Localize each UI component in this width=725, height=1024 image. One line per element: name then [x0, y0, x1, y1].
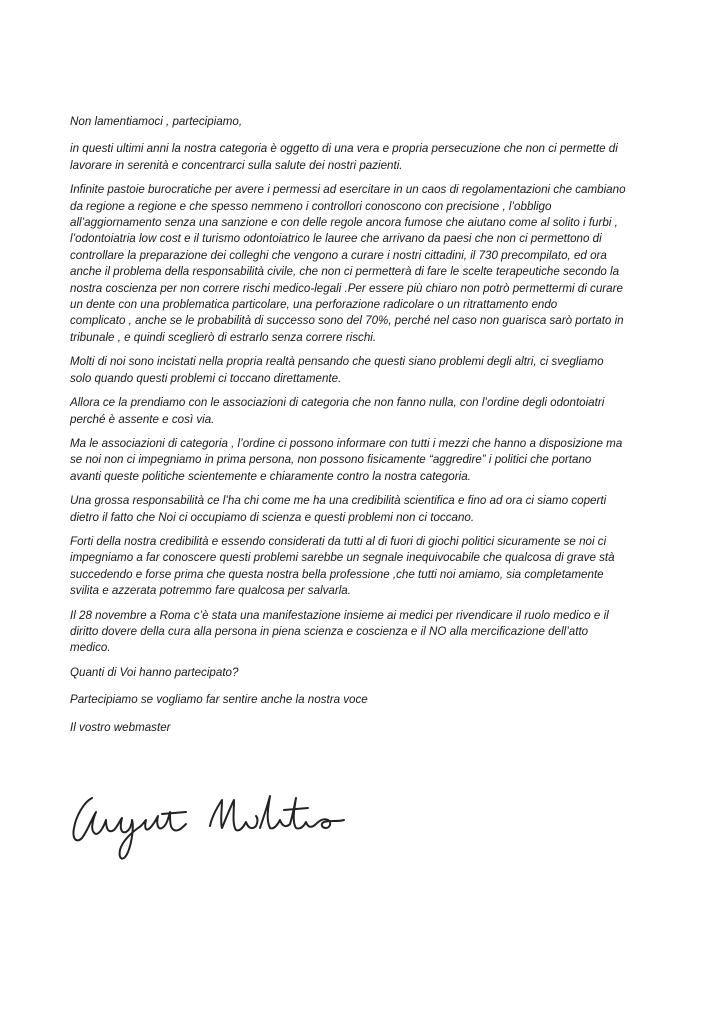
- letter-closing: Il vostro webmaster: [70, 720, 171, 734]
- handwritten-signature: [62, 786, 362, 866]
- paragraph-demonstration: Il 28 novembre a Roma c’è stata una manifestazione insieme ai medici per rivendicare il ruolo medico e il diritto dovere della cura alla persona in piena scienza e coscienza e il NO alla mercificazione dell’atto medico.: [70, 608, 609, 655]
- paragraph-associations: Allora ce la prendiamo con le associazioni di categoria che non fanno nulla, con l’ordine degli odontoiatri perché è assente e così via.: [70, 396, 605, 426]
- paragraph-commitment: Ma le associazioni di categoria , l’ordine ci possono informare con tutti i mezzi che hanno a disposizione ma se noi non ci impegniamo in prima persona, non possono fisicamente “aggredire” i politici che portano avanti queste politiche scientemente e chiaramente contro la nostra categoria.: [70, 436, 623, 483]
- paragraph-call-to-action: Partecipiamo se vogliamo far sentire anche la nostra voce: [70, 693, 368, 707]
- paragraph-bureaucracy: Infinite pastoie burocratiche per avere i permessi ad esercitare in un caos di regolamentazioni che cambiano da regione a regione e che spesso nemmeno i controllori conoscono con precisione , l’obbligo all’aggiornamento senza una sanzione e con delle regole ancora fumose che aiutano come al solito i furbi , l’odontoiatria low cost e il turismo odontoiatrico le lauree che arrivano da paesi che non ci permettono di controllare la preparazione dei colleghi che vengono a curare i nostri cittadini, il 730 precompilato, ed ora anche il problema della responsabilità civile, che non ci permetterà di fare le scelte terapeutiche secondo la nostra coscienza per non correre rischi medico-legali .Per essere più chiaro non potrò permettermi di curare un dente con una problematica particolare, una perforazione radicolare o un ritrattamento endo complicato , anche se le probabilità di successo sono del 70%, perché nel caso non guarisca sarò portato in tribunale , e quindi sceglierò di estrarlo senza correre rischi.: [70, 183, 626, 344]
- paragraph-question: Quanti di Voi hanno partecipato?: [70, 665, 239, 679]
- letter-body: [70, 114, 660, 747]
- paragraph-persecution: in questi ultimi anni la nostra categoria è oggetto di una vera e propria persecuzione che non ci permette di lavorare in serenità e concentrarci sulla salute dei nostri pazienti.: [70, 142, 618, 172]
- paragraph-own-reality: Molti di noi sono incistati nella propria realtà pensando che questi siano problemi degli altri, ci svegliamo solo quando questi problemi ci toccano direttamente.: [70, 355, 604, 385]
- signature-icon: [62, 786, 362, 866]
- letter-greeting: Non lamentiamoci , partecipiamo,: [70, 115, 243, 128]
- paragraph-credibility: Forti della nostra credibilità e essendo considerati da tutti al di fuori di giochi politici sicuramente se noi ci impegniamo a far conoscere questi problemi sarebbe un segnale inequivocabile che qualcosa di grave stà succedendo e forse prima che questa nostra bella professione ,che tutti noi amiamo, sia completamente svilita e azzerata potremmo fare qualcosa per salvarla.: [70, 534, 615, 598]
- paragraph-responsibility: Una grossa responsabilità ce l’ha chi come me ha una credibilità scientifica e fino ad ora ci siamo coperti dietro il fatto che Noi ci occupiamo di scienza e questi problemi non ci toccano.: [70, 494, 607, 524]
